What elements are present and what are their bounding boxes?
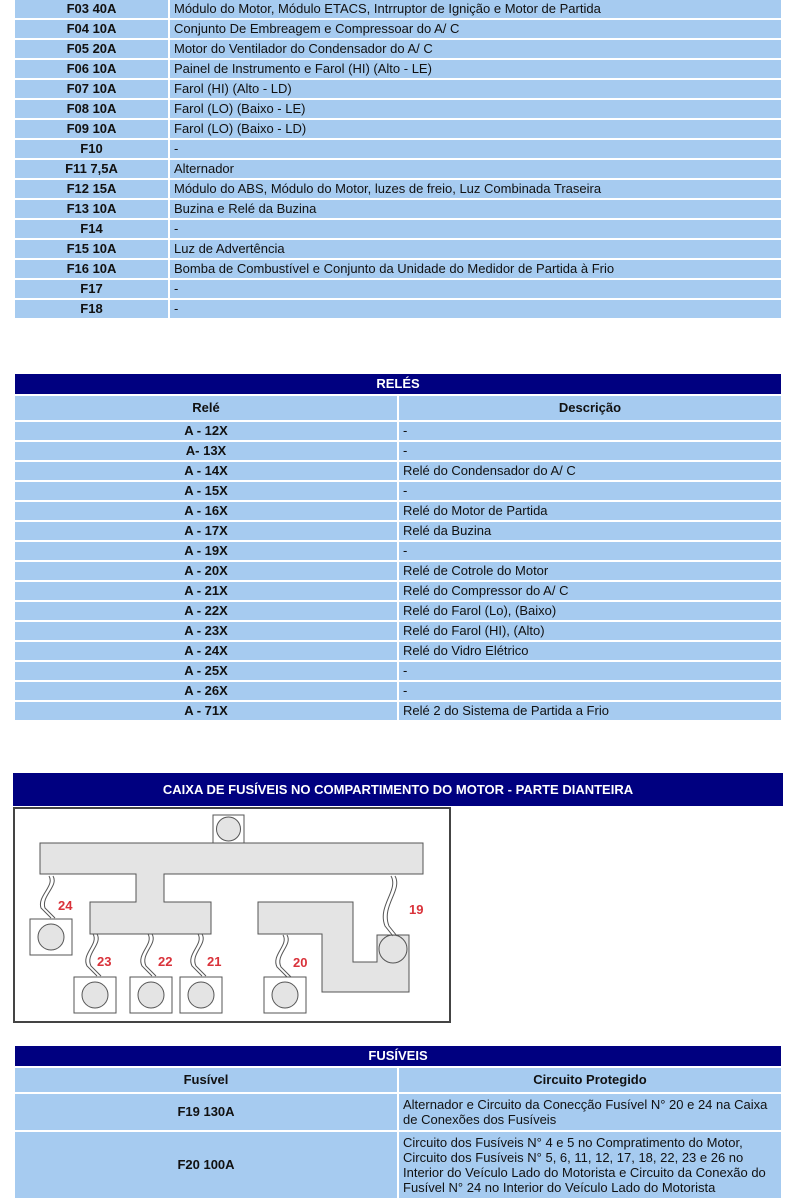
table-row xyxy=(14,179,782,199)
row-description: Módulo do ABS, Módulo do Motor, luzes de freio, Luz Combinada Traseira xyxy=(169,179,782,199)
row-description: Relé do Farol (Lo), (Baixo) xyxy=(398,601,782,621)
table-row xyxy=(14,581,782,601)
table-row xyxy=(14,259,782,279)
row-id: A - 24X xyxy=(14,641,398,661)
row-description: Alternador e Circuito da Conecção Fusível N° 20 e 24 na Caixa de Conexões dos Fusíveis xyxy=(398,1093,782,1131)
row-description: - xyxy=(398,481,782,501)
row-id: A - 19X xyxy=(14,541,398,561)
row-id: F19 130A xyxy=(14,1093,398,1131)
row-id: F11 7,5A xyxy=(14,159,169,179)
table-row xyxy=(14,481,782,501)
row-id: F03 40A xyxy=(14,0,169,19)
row-description: - xyxy=(398,441,782,461)
fuse-label-21: 21 xyxy=(207,954,222,969)
row-description: Relé do Compressor do A/ C xyxy=(398,581,782,601)
row-description: Farol (LO) (Baixo - LD) xyxy=(169,119,782,139)
row-id: F13 10A xyxy=(14,199,169,219)
table-row xyxy=(14,219,782,239)
table-row xyxy=(14,59,782,79)
table-row xyxy=(14,681,782,701)
row-description: Relé 2 do Sistema de Partida a Frio xyxy=(398,701,782,721)
row-id: F20 100A xyxy=(14,1131,398,1199)
table-row xyxy=(14,239,782,259)
row-id: A - 23X xyxy=(14,621,398,641)
row-description: Conjunto De Embreagem e Compressoar do A/ C xyxy=(169,19,782,39)
row-description: - xyxy=(398,421,782,441)
row-description: - xyxy=(169,279,782,299)
fuses-table-title: FUSÍVEIS xyxy=(14,1045,782,1067)
table-row xyxy=(14,39,782,59)
row-id: A - 26X xyxy=(14,681,398,701)
table-row xyxy=(14,19,782,39)
row-description: - xyxy=(398,681,782,701)
diagram-title: CAIXA DE FUSÍVEIS NO COMPARTIMENTO DO MOTOR - PARTE DIANTEIRA xyxy=(13,773,783,806)
row-description: Circuito dos Fusíveis N° 4 e 5 no Compratimento do Motor, Circuito dos Fusíveis N° 5, 6, 11, 12, 17, 18, 22, 23 e 26 no Interior do Veículo Lado do Motorista e Circuito da Conexão do Fusível N° 24 no Interior do Veículo Lado do Motorista xyxy=(398,1131,782,1199)
row-id: A - 12X xyxy=(14,421,398,441)
row-description: Relé do Condensador do A/ C xyxy=(398,461,782,481)
fuse-box-diagram xyxy=(13,807,453,1025)
row-description: - xyxy=(398,661,782,681)
fuse-label-24: 24 xyxy=(58,898,73,913)
fuse-table-bottom xyxy=(13,1044,783,1200)
table-row xyxy=(14,561,782,581)
table-row xyxy=(14,79,782,99)
row-id: A- 13X xyxy=(14,441,398,461)
row-id: A - 14X xyxy=(14,461,398,481)
row-id: F09 10A xyxy=(14,119,169,139)
fuse-label-22: 22 xyxy=(158,954,173,969)
table-row xyxy=(14,159,782,179)
table-row xyxy=(14,1131,782,1199)
row-description: Relé do Vidro Elétrico xyxy=(398,641,782,661)
row-description: - xyxy=(169,139,782,159)
row-description: Painel de Instrumento e Farol (HI) (Alto - LE) xyxy=(169,59,782,79)
fuse-table-top xyxy=(13,0,783,320)
fuse-label-20: 20 xyxy=(293,955,308,970)
table-row xyxy=(14,1093,782,1131)
row-id: F18 xyxy=(14,299,169,319)
row-id: F12 15A xyxy=(14,179,169,199)
row-id: F05 20A xyxy=(14,39,169,59)
row-description: Relé do Farol (HI), (Alto) xyxy=(398,621,782,641)
row-id: A - 25X xyxy=(14,661,398,681)
row-description: Motor do Ventilador do Condensador do A/ C xyxy=(169,39,782,59)
row-id: F17 xyxy=(14,279,169,299)
row-description: - xyxy=(169,219,782,239)
table-row xyxy=(14,641,782,661)
row-id: F14 xyxy=(14,219,169,239)
row-description: Buzina e Relé da Buzina xyxy=(169,199,782,219)
table-row xyxy=(14,701,782,721)
row-description: Relé de Cotrole do Motor xyxy=(398,561,782,581)
row-id: A - 15X xyxy=(14,481,398,501)
row-description: - xyxy=(169,299,782,319)
table-row xyxy=(14,521,782,541)
relay-table-title: RELÉS xyxy=(14,373,782,395)
row-id: A - 17X xyxy=(14,521,398,541)
relay-col-header: Relé xyxy=(14,395,398,421)
row-id: A - 71X xyxy=(14,701,398,721)
table-row xyxy=(14,299,782,319)
table-row xyxy=(14,441,782,461)
row-id: A - 22X xyxy=(14,601,398,621)
table-row xyxy=(14,139,782,159)
row-id: F16 10A xyxy=(14,259,169,279)
table-row xyxy=(14,621,782,641)
row-id: A - 20X xyxy=(14,561,398,581)
row-id: A - 16X xyxy=(14,501,398,521)
table-row xyxy=(14,199,782,219)
row-id: F15 10A xyxy=(14,239,169,259)
row-id: F07 10A xyxy=(14,79,169,99)
table-row xyxy=(14,501,782,521)
fuse-label-23: 23 xyxy=(97,954,112,969)
row-id: F10 xyxy=(14,139,169,159)
row-description: Relé da Buzina xyxy=(398,521,782,541)
row-description: - xyxy=(398,541,782,561)
table-row xyxy=(14,601,782,621)
table-row xyxy=(14,279,782,299)
table-row xyxy=(14,119,782,139)
row-id: F08 10A xyxy=(14,99,169,119)
row-description: Alternador xyxy=(169,159,782,179)
fuse-col-header: Fusível xyxy=(14,1067,398,1093)
description-col-header: Descrição xyxy=(398,395,782,421)
table-row xyxy=(14,421,782,441)
table-row xyxy=(14,541,782,561)
table-row xyxy=(14,99,782,119)
table-row xyxy=(14,461,782,481)
row-id: F06 10A xyxy=(14,59,169,79)
table-row xyxy=(14,661,782,681)
row-description: Farol (HI) (Alto - LD) xyxy=(169,79,782,99)
table-row xyxy=(14,0,782,19)
row-description: Bomba de Combustível e Conjunto da Unidade do Medidor de Partida à Frio xyxy=(169,259,782,279)
circuit-col-header: Circuito Protegido xyxy=(398,1067,782,1093)
row-description: Módulo do Motor, Módulo ETACS, Intrruptor de Ignição e Motor de Partida xyxy=(169,0,782,19)
relay-table xyxy=(13,372,783,722)
row-description: Luz de Advertência xyxy=(169,239,782,259)
fuse-label-19: 19 xyxy=(409,902,424,917)
row-id: A - 21X xyxy=(14,581,398,601)
row-description: Farol (LO) (Baixo - LE) xyxy=(169,99,782,119)
row-description: Relé do Motor de Partida xyxy=(398,501,782,521)
row-id: F04 10A xyxy=(14,19,169,39)
